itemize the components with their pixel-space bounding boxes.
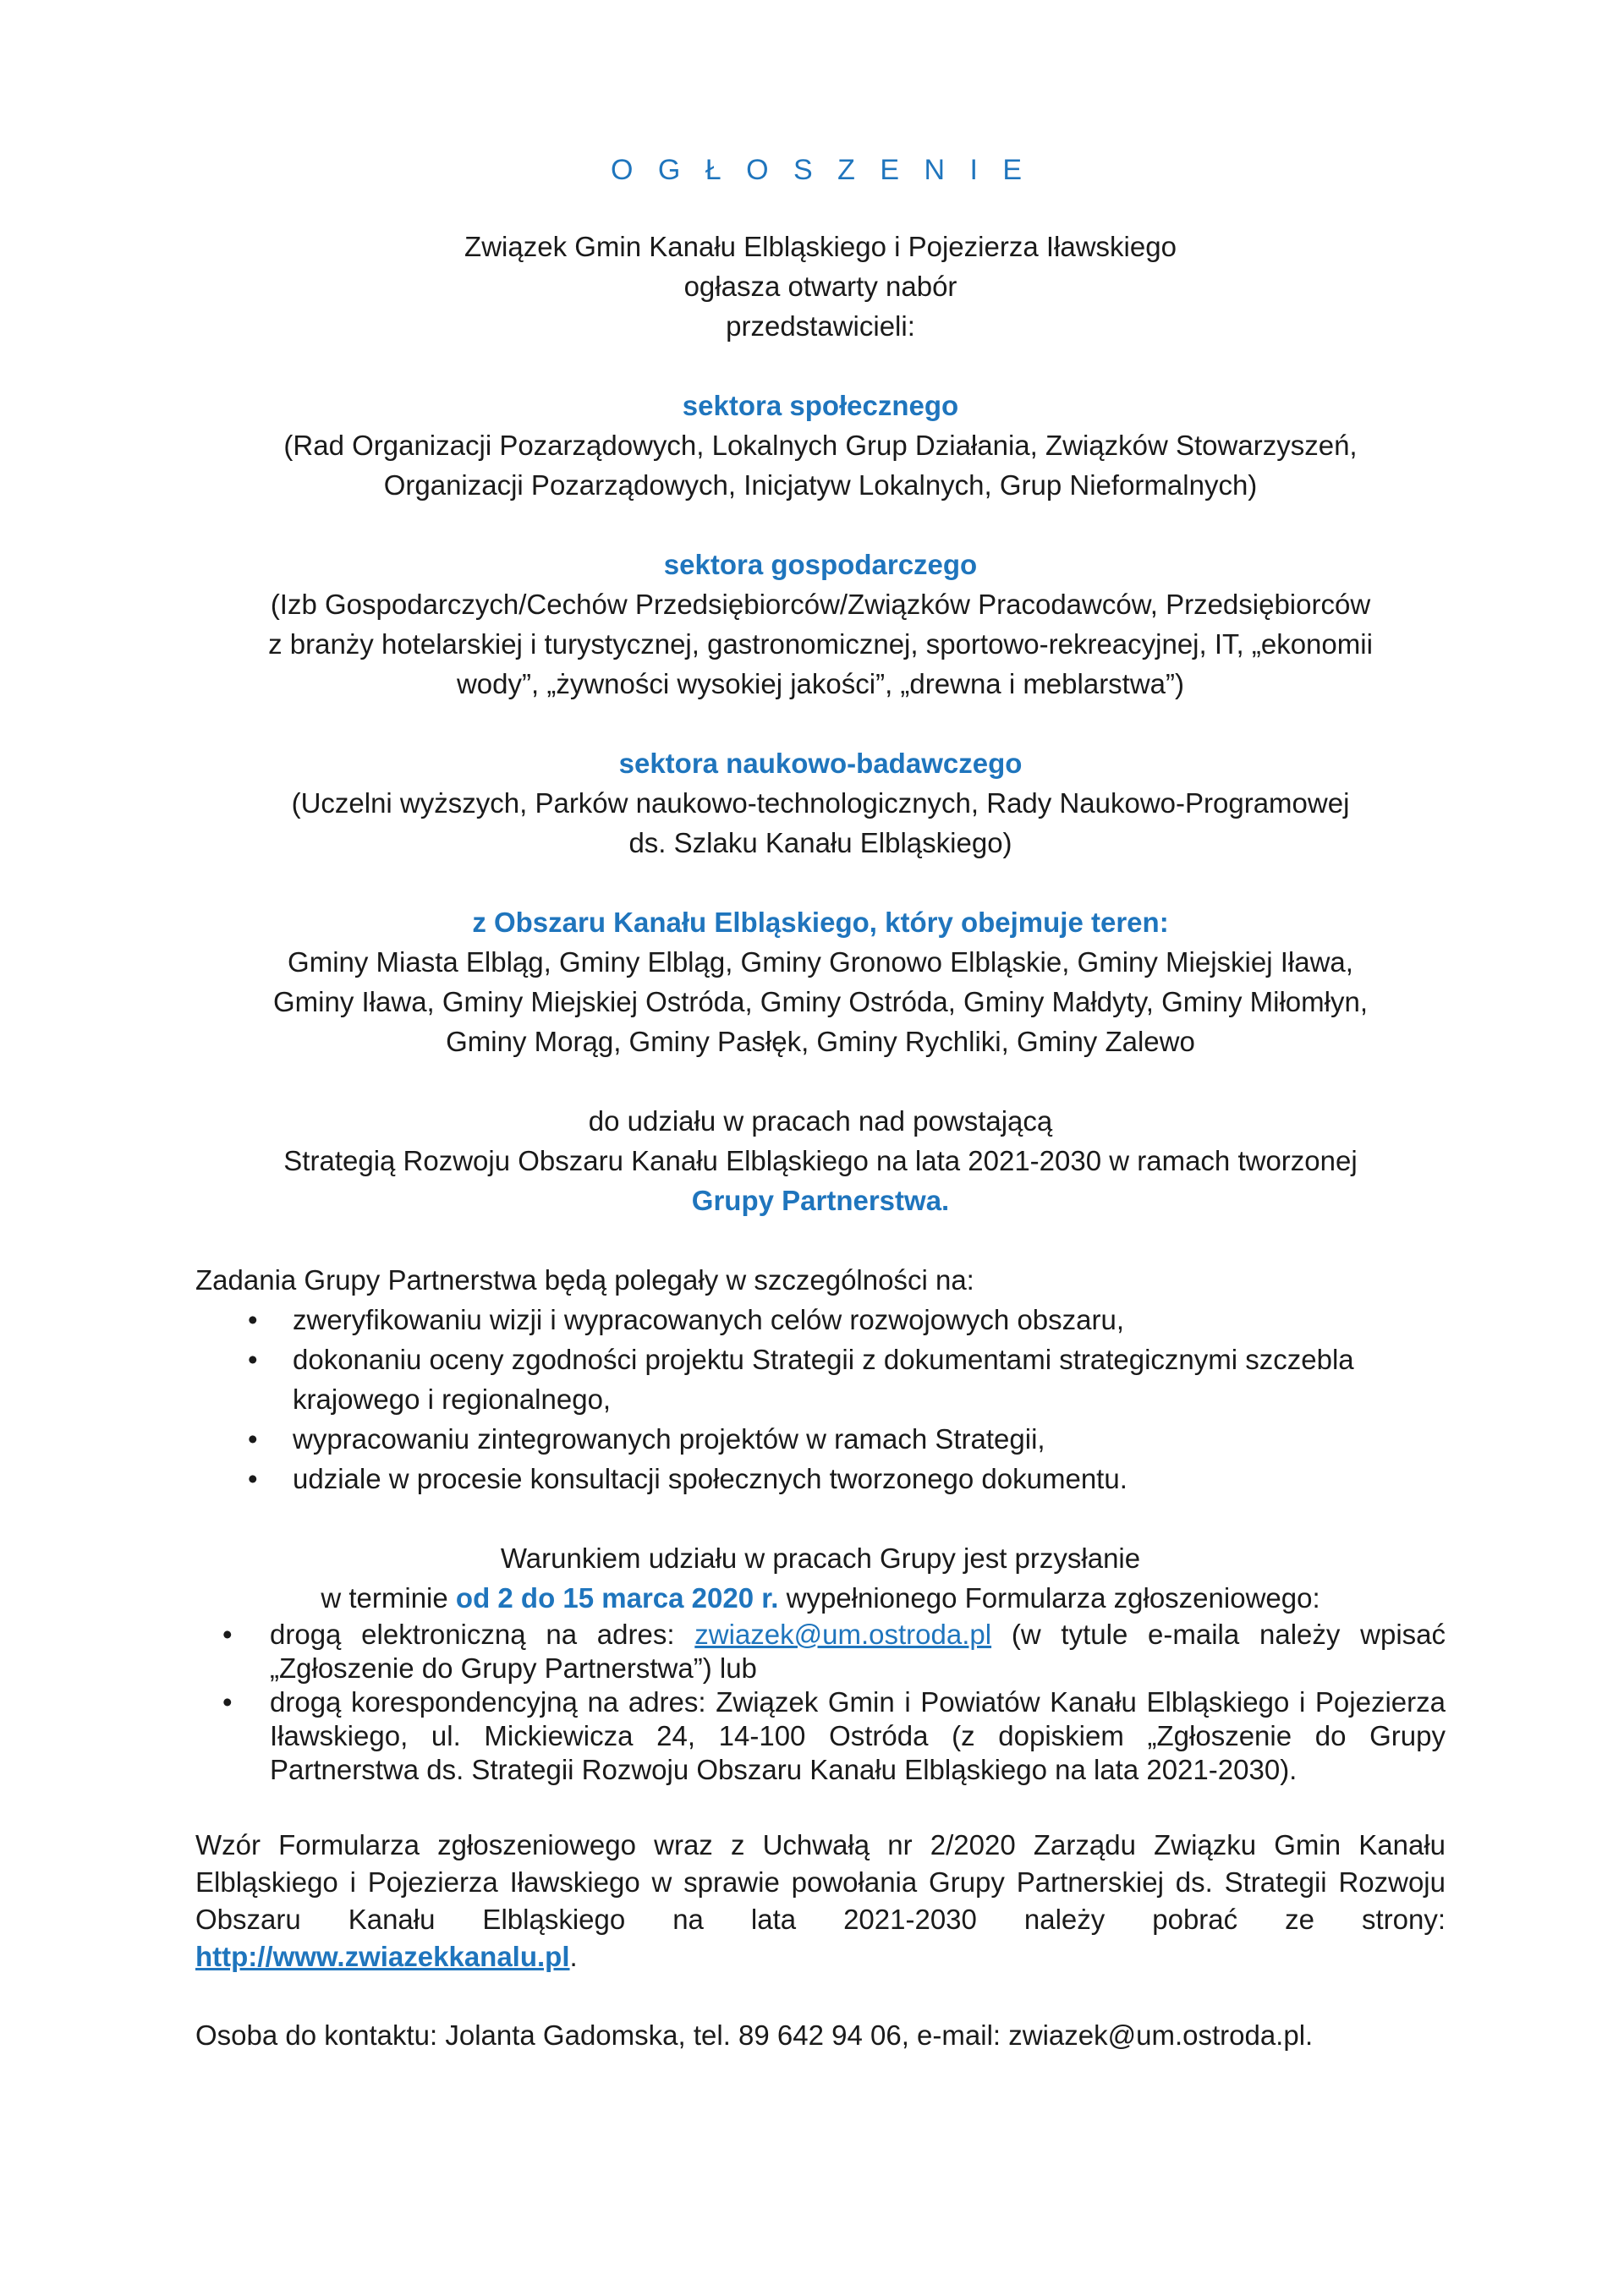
form-info-text: Wzór Formularza zgłoszeniowego wraz z Uchwałą nr 2/2020 Zarządu Związku Gmin Kanału Elbląskiego i Pojezierza Iławskiego w sprawie powołania Grupy Partnerskiej ds. Strategii Rozwoju Obszaru Kanału Elbląskiego na lata 2021-2030 należy pobrać ze strony: [195, 1829, 1446, 1935]
sector-social [195, 386, 1446, 505]
list-item [195, 1419, 1446, 1459]
sector-line: Organizacji Pozarządowych, Inicjatyw Lokalnych, Grup Nieformalnych) [383, 469, 1258, 501]
purpose-group-name: Grupy Partnerstwa. [691, 1185, 950, 1216]
conditions-line: Warunkiem udziału w pracach Grupy jest przysłanie [500, 1543, 1141, 1574]
email-link[interactable]: zwiazek@um.ostroda.pl [694, 1619, 992, 1650]
area-heading: z Obszaru Kanału Elbląskiego, który obejmuje teren: [472, 907, 1169, 938]
area-line: Gminy Iława, Gminy Miejskiej Ostróda, Gminy Ostróda, Gminy Małdyty, Gminy Miłomłyn, [273, 986, 1368, 1017]
bullet-icon: • [248, 1304, 258, 1335]
form-info-paragraph [195, 1827, 1446, 1975]
tasks-list [195, 1300, 1446, 1499]
purpose-line: do udziału w pracach nad powstającą [588, 1105, 1053, 1137]
sector-heading: sektora naukowo-badawczego [618, 748, 1023, 779]
sector-economic [195, 545, 1446, 704]
website-link-suffix: . [569, 1941, 578, 1972]
list-item [195, 1300, 1446, 1340]
purpose-block [195, 1101, 1446, 1220]
conditions-deadline-line [195, 1578, 1446, 1618]
task-text: zweryfikowaniu wizji i wypracowanych celów rozwojowych obszaru, [293, 1304, 1125, 1335]
sector-line: ds. Szlaku Kanału Elbląskiego) [628, 827, 1012, 858]
conditions-block [195, 1538, 1446, 1787]
task-text: wypracowaniu zintegrowanych projektów w ramach Strategii, [293, 1423, 1045, 1455]
post-method-text: drogą korespondencyjną na adres: Związek Gmin i Powiatów Kanału Elbląskiego i Pojezierza Iławskiego, ul. Mickiewicza 24, 14-100 Ostróda (z dopiskiem „Zgłoszenie do Grupy Partnerstwa ds. Strategii Rozwoju Obszaru Kanału Elbląskiego na lata 2021-2030). [270, 1686, 1446, 1785]
deadline-suffix: wypełnionego Formularza zgłoszeniowego: [778, 1582, 1320, 1614]
bullet-icon: • [248, 1423, 258, 1455]
apply-methods-list [195, 1618, 1446, 1787]
area-line: Gminy Miasta Elbląg, Gminy Elbląg, Gminy Gronowo Elbląskie, Gminy Miejskiej Iława, [288, 946, 1353, 978]
area-line: Gminy Morąg, Gminy Pasłęk, Gminy Rychliki, Gminy Zalewo [446, 1026, 1195, 1057]
sector-line: (Rad Organizacji Pozarządowych, Lokalnych Grup Działania, Związków Stowarzyszeń, [283, 430, 1358, 461]
email-method-suffix: (w tytule e-maila należy wpisać „Zgłoszenie do Grupy Partnerstwa”) lub [270, 1619, 1446, 1684]
deadline-date: od 2 do 15 marca 2020 r. [455, 1582, 779, 1614]
list-item [195, 1340, 1446, 1419]
announcement-title: O G Ł O S Z E N I E [610, 154, 1031, 186]
task-text: dokonaniu oceny zgodności projektu Strategii z dokumentami strategicznymi szczebla krajowego i regionalnego, [293, 1344, 1354, 1415]
intro-line: Związek Gmin Kanału Elbląskiego i Pojezierza Iławskiego [464, 231, 1177, 262]
sector-heading: sektora gospodarczego [663, 549, 978, 580]
sector-research [195, 743, 1446, 863]
sector-line: (Uczelni wyższych, Parków naukowo-technologicznych, Rady Naukowo-Programowej [291, 787, 1350, 819]
deadline-prefix: w terminie [321, 1582, 456, 1614]
task-text: udziale w procesie konsultacji społecznych tworzonego dokumentu. [293, 1463, 1127, 1494]
purpose-line: Strategią Rozwoju Obszaru Kanału Elbląskiego na lata 2021-2030 w ramach tworzonej [283, 1145, 1358, 1176]
sector-line: (Izb Gospodarczych/Cechów Przedsiębiorców/Związków Pracodawców, Przedsiębiorców [270, 589, 1371, 620]
list-item [195, 1685, 1446, 1787]
intro-block [195, 227, 1446, 346]
email-method-prefix: drogą elektroniczną na adres: [270, 1619, 695, 1650]
intro-line: ogłasza otwarty nabór [683, 271, 957, 302]
website-link[interactable]: http://www.zwiazekkanalu.pl [195, 1941, 570, 1972]
bullet-icon: • [222, 1619, 233, 1650]
bullet-icon: • [222, 1686, 233, 1718]
document-content [195, 151, 1446, 2055]
bullet-icon: • [248, 1344, 258, 1375]
list-item [195, 1459, 1446, 1499]
contact-line: Osoba do kontaktu: Jolanta Gadomska, tel. 89 642 94 06, e-mail: zwiazek@um.ostroda.pl. [195, 2019, 1314, 2051]
area-block [195, 902, 1446, 1061]
tasks-block [195, 1260, 1446, 1499]
sector-line: z branży hotelarskiej i turystycznej, gastronomicznej, sportowo-rekreacyjnej, IT, „ekonomii [268, 628, 1373, 660]
sector-heading: sektora społecznego [682, 390, 959, 421]
tasks-intro: Zadania Grupy Partnerstwa będą polegały w szczególności na: [195, 1264, 974, 1296]
list-item [195, 1618, 1446, 1685]
sector-line: wody”, „żywności wysokiej jakości”, „drewna i meblarstwa”) [456, 668, 1185, 699]
intro-line: przedstawicieli: [726, 310, 915, 342]
bullet-icon: • [248, 1463, 258, 1494]
